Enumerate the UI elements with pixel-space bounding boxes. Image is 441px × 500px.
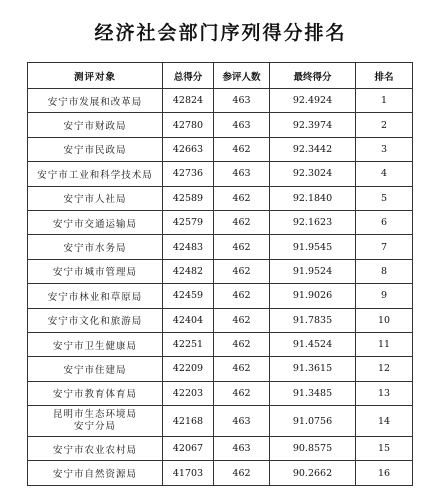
table-row — [28, 113, 413, 137]
table-row — [28, 259, 413, 283]
cell-rank: 7 — [356, 235, 413, 259]
cell-final-score: 91.3615 — [270, 357, 356, 381]
cell-rank: 15 — [356, 437, 413, 461]
page-title: 经济社会部门序列得分排名 — [94, 22, 347, 44]
cell-subject: 安宁市住建局 — [28, 357, 163, 381]
cell-subject: 安宁市卫生健康局 — [28, 332, 163, 356]
cell-final-score: 91.0756 — [270, 406, 356, 437]
cell-final-score: 91.9545 — [270, 235, 356, 259]
table-row — [28, 235, 413, 259]
ranking-table — [27, 62, 413, 486]
table-row — [28, 332, 413, 356]
cell-participants: 463 — [214, 113, 270, 137]
table-row — [28, 381, 413, 405]
cell-participants: 462 — [214, 461, 270, 485]
table-row — [28, 437, 413, 461]
cell-total-score: 42404 — [163, 308, 214, 332]
header-participants: 参评人数 — [214, 63, 270, 89]
cell-participants: 462 — [214, 381, 270, 405]
table-row — [28, 137, 413, 161]
header-final-score: 最终得分 — [270, 63, 356, 89]
table-row — [28, 461, 413, 485]
table-header-row — [28, 63, 413, 89]
cell-total-score: 42482 — [163, 259, 214, 283]
cell-participants: 462 — [214, 259, 270, 283]
cell-rank: 6 — [356, 210, 413, 234]
cell-rank: 3 — [356, 137, 413, 161]
cell-total-score: 42209 — [163, 357, 214, 381]
cell-subject: 安宁市水务局 — [28, 235, 163, 259]
cell-total-score: 42168 — [163, 406, 214, 437]
cell-total-score: 41703 — [163, 461, 214, 485]
cell-subject: 安宁市文化和旅游局 — [28, 308, 163, 332]
cell-participants: 462 — [214, 284, 270, 308]
cell-subject: 安宁市交通运输局 — [28, 210, 163, 234]
cell-rank: 11 — [356, 332, 413, 356]
cell-rank: 8 — [356, 259, 413, 283]
cell-rank: 9 — [356, 284, 413, 308]
cell-final-score: 91.9524 — [270, 259, 356, 283]
cell-participants: 462 — [214, 210, 270, 234]
table-row — [28, 357, 413, 381]
cell-participants: 462 — [214, 137, 270, 161]
cell-participants: 463 — [214, 162, 270, 186]
cell-final-score: 92.3974 — [270, 113, 356, 137]
table-row — [28, 406, 413, 437]
cell-subject: 安宁市财政局 — [28, 113, 163, 137]
cell-rank: 10 — [356, 308, 413, 332]
cell-rank: 16 — [356, 461, 413, 485]
cell-participants: 462 — [214, 357, 270, 381]
cell-total-score: 42824 — [163, 89, 214, 113]
header-subject: 测评对象 — [28, 63, 163, 89]
cell-subject: 安宁市林业和草原局 — [28, 284, 163, 308]
cell-rank: 12 — [356, 357, 413, 381]
cell-participants: 463 — [214, 89, 270, 113]
cell-final-score: 92.3442 — [270, 137, 356, 161]
cell-total-score: 42203 — [163, 381, 214, 405]
cell-total-score: 42459 — [163, 284, 214, 308]
cell-final-score: 91.4524 — [270, 332, 356, 356]
table-row — [28, 308, 413, 332]
cell-participants: 462 — [214, 332, 270, 356]
cell-subject — [28, 406, 163, 437]
cell-subject: 安宁市农业农村局 — [28, 437, 163, 461]
cell-rank: 13 — [356, 381, 413, 405]
cell-rank: 4 — [356, 162, 413, 186]
table-row — [28, 89, 413, 113]
cell-rank: 1 — [356, 89, 413, 113]
cell-subject: 安宁市发展和改革局 — [28, 89, 163, 113]
header-total-score: 总得分 — [163, 63, 214, 89]
cell-total-score: 42736 — [163, 162, 214, 186]
cell-participants: 462 — [214, 186, 270, 210]
header-rank: 排名 — [356, 63, 413, 89]
cell-subject: 安宁市民政局 — [28, 137, 163, 161]
cell-subject-line1: 昆明市生态环境局 — [52, 409, 137, 421]
cell-participants: 462 — [214, 308, 270, 332]
cell-final-score: 91.3485 — [270, 381, 356, 405]
cell-rank: 14 — [356, 406, 413, 437]
cell-participants: 462 — [214, 235, 270, 259]
cell-total-score: 42579 — [163, 210, 214, 234]
cell-final-score: 92.1840 — [270, 186, 356, 210]
cell-total-score: 42663 — [163, 137, 214, 161]
cell-total-score: 42483 — [163, 235, 214, 259]
cell-final-score: 91.9026 — [270, 284, 356, 308]
cell-subject: 安宁市自然资源局 — [28, 461, 163, 485]
cell-final-score: 90.8575 — [270, 437, 356, 461]
cell-final-score: 90.2662 — [270, 461, 356, 485]
table-row — [28, 284, 413, 308]
cell-total-score: 42780 — [163, 113, 214, 137]
cell-final-score: 92.3024 — [270, 162, 356, 186]
cell-rank: 5 — [356, 186, 413, 210]
cell-subject: 安宁市城市管理局 — [28, 259, 163, 283]
cell-subject: 安宁市工业和科学技术局 — [28, 162, 163, 186]
cell-final-score: 91.7835 — [270, 308, 356, 332]
cell-final-score: 92.1623 — [270, 210, 356, 234]
table-row — [28, 186, 413, 210]
cell-rank: 2 — [356, 113, 413, 137]
cell-subject-line2: 安宁分局 — [73, 421, 116, 433]
cell-subject: 安宁市教育体育局 — [28, 381, 163, 405]
cell-participants: 463 — [214, 437, 270, 461]
cell-total-score: 42589 — [163, 186, 214, 210]
cell-total-score: 42067 — [163, 437, 214, 461]
table-row — [28, 162, 413, 186]
cell-total-score: 42251 — [163, 332, 214, 356]
table-row — [28, 210, 413, 234]
cell-participants: 463 — [214, 406, 270, 437]
cell-subject: 安宁市人社局 — [28, 186, 163, 210]
cell-final-score: 92.4924 — [270, 89, 356, 113]
